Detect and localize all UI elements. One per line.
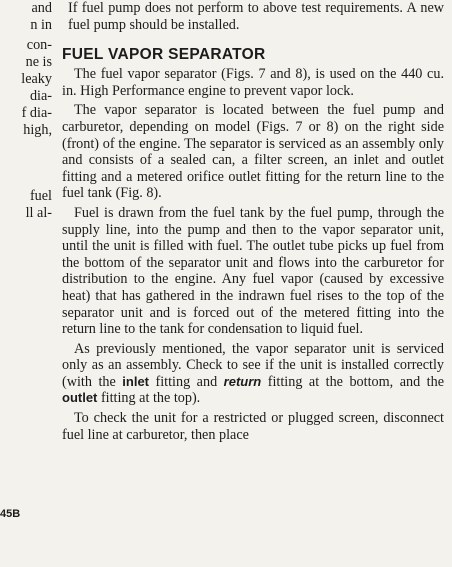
left-fragment: high, (23, 122, 52, 138)
paragraph-3: Fuel is drawn from the fuel tank by the fuel pump, through the supply line, into the pump and then to the vapor separator unit, until the unit is filled with fuel. The outlet tube picks up fuel from the bottom of the separator unit and flows into the carburetor for distribution to the engine. Any fuel vapor (caused by excessive heat) that has gathered in the indrawn fuel rises to the top of the separator unit and is forced out of the metered fitting into the return line to the tank for condensation to liquid fuel. (62, 204, 444, 338)
paragraph-4 (62, 341, 444, 407)
inlet-keyword: inlet (122, 373, 150, 389)
left-fragment: dia- (29, 88, 52, 104)
left-column-fragments (0, 0, 52, 567)
section-heading: FUEL VAPOR SEPARATOR (62, 46, 266, 64)
paragraph-4-text: fitting at the top). (97, 390, 201, 407)
left-fragment: ne is (25, 54, 52, 70)
left-fragment: f dia- (21, 105, 52, 121)
paragraph-5: To check the unit for a restricted or plugged screen, disconnect fuel line at carburetor, then place (62, 410, 444, 443)
paragraph-4-text: fitting and (149, 373, 224, 390)
paragraph-4-text: As previously mentioned, the vapor separator unit is serviced only as an assembly. Check to see if the unit is installed correctly (with the (62, 340, 444, 390)
left-fragment: leaky (21, 71, 52, 87)
left-fragment: and (31, 0, 52, 16)
article-column (62, 0, 444, 443)
paragraph-4-text: fitting at the bottom, and the (261, 373, 445, 390)
return-keyword: return (223, 373, 262, 389)
left-fragment: n in (30, 17, 52, 33)
paragraph-2: The vapor separator is located between the fuel pump and carburetor, depending on model (Figs. 7 or 8) on the right side (front) of the engine. The separator is serviced as an assembly only and consists of a sealed can, a filter screen, an inlet and outlet fitting and a metered orifice outlet fitting for the return line to the fuel tank (Fig. 8). (62, 102, 444, 202)
figure-label: 45B (0, 508, 21, 520)
intro-paragraph: If fuel pump does not perform to above test requirements. A new fuel pump should be installed. (68, 0, 444, 33)
outlet-keyword: outlet (62, 390, 98, 406)
left-fragment: con- (26, 37, 52, 53)
paragraph-1: The fuel vapor separator (Figs. 7 and 8), is used on the 440 cu. in. High Performance engine to prevent vapor lock. (62, 66, 444, 99)
left-fragment: fuel (29, 188, 52, 204)
left-fragment: ll al- (25, 205, 52, 221)
